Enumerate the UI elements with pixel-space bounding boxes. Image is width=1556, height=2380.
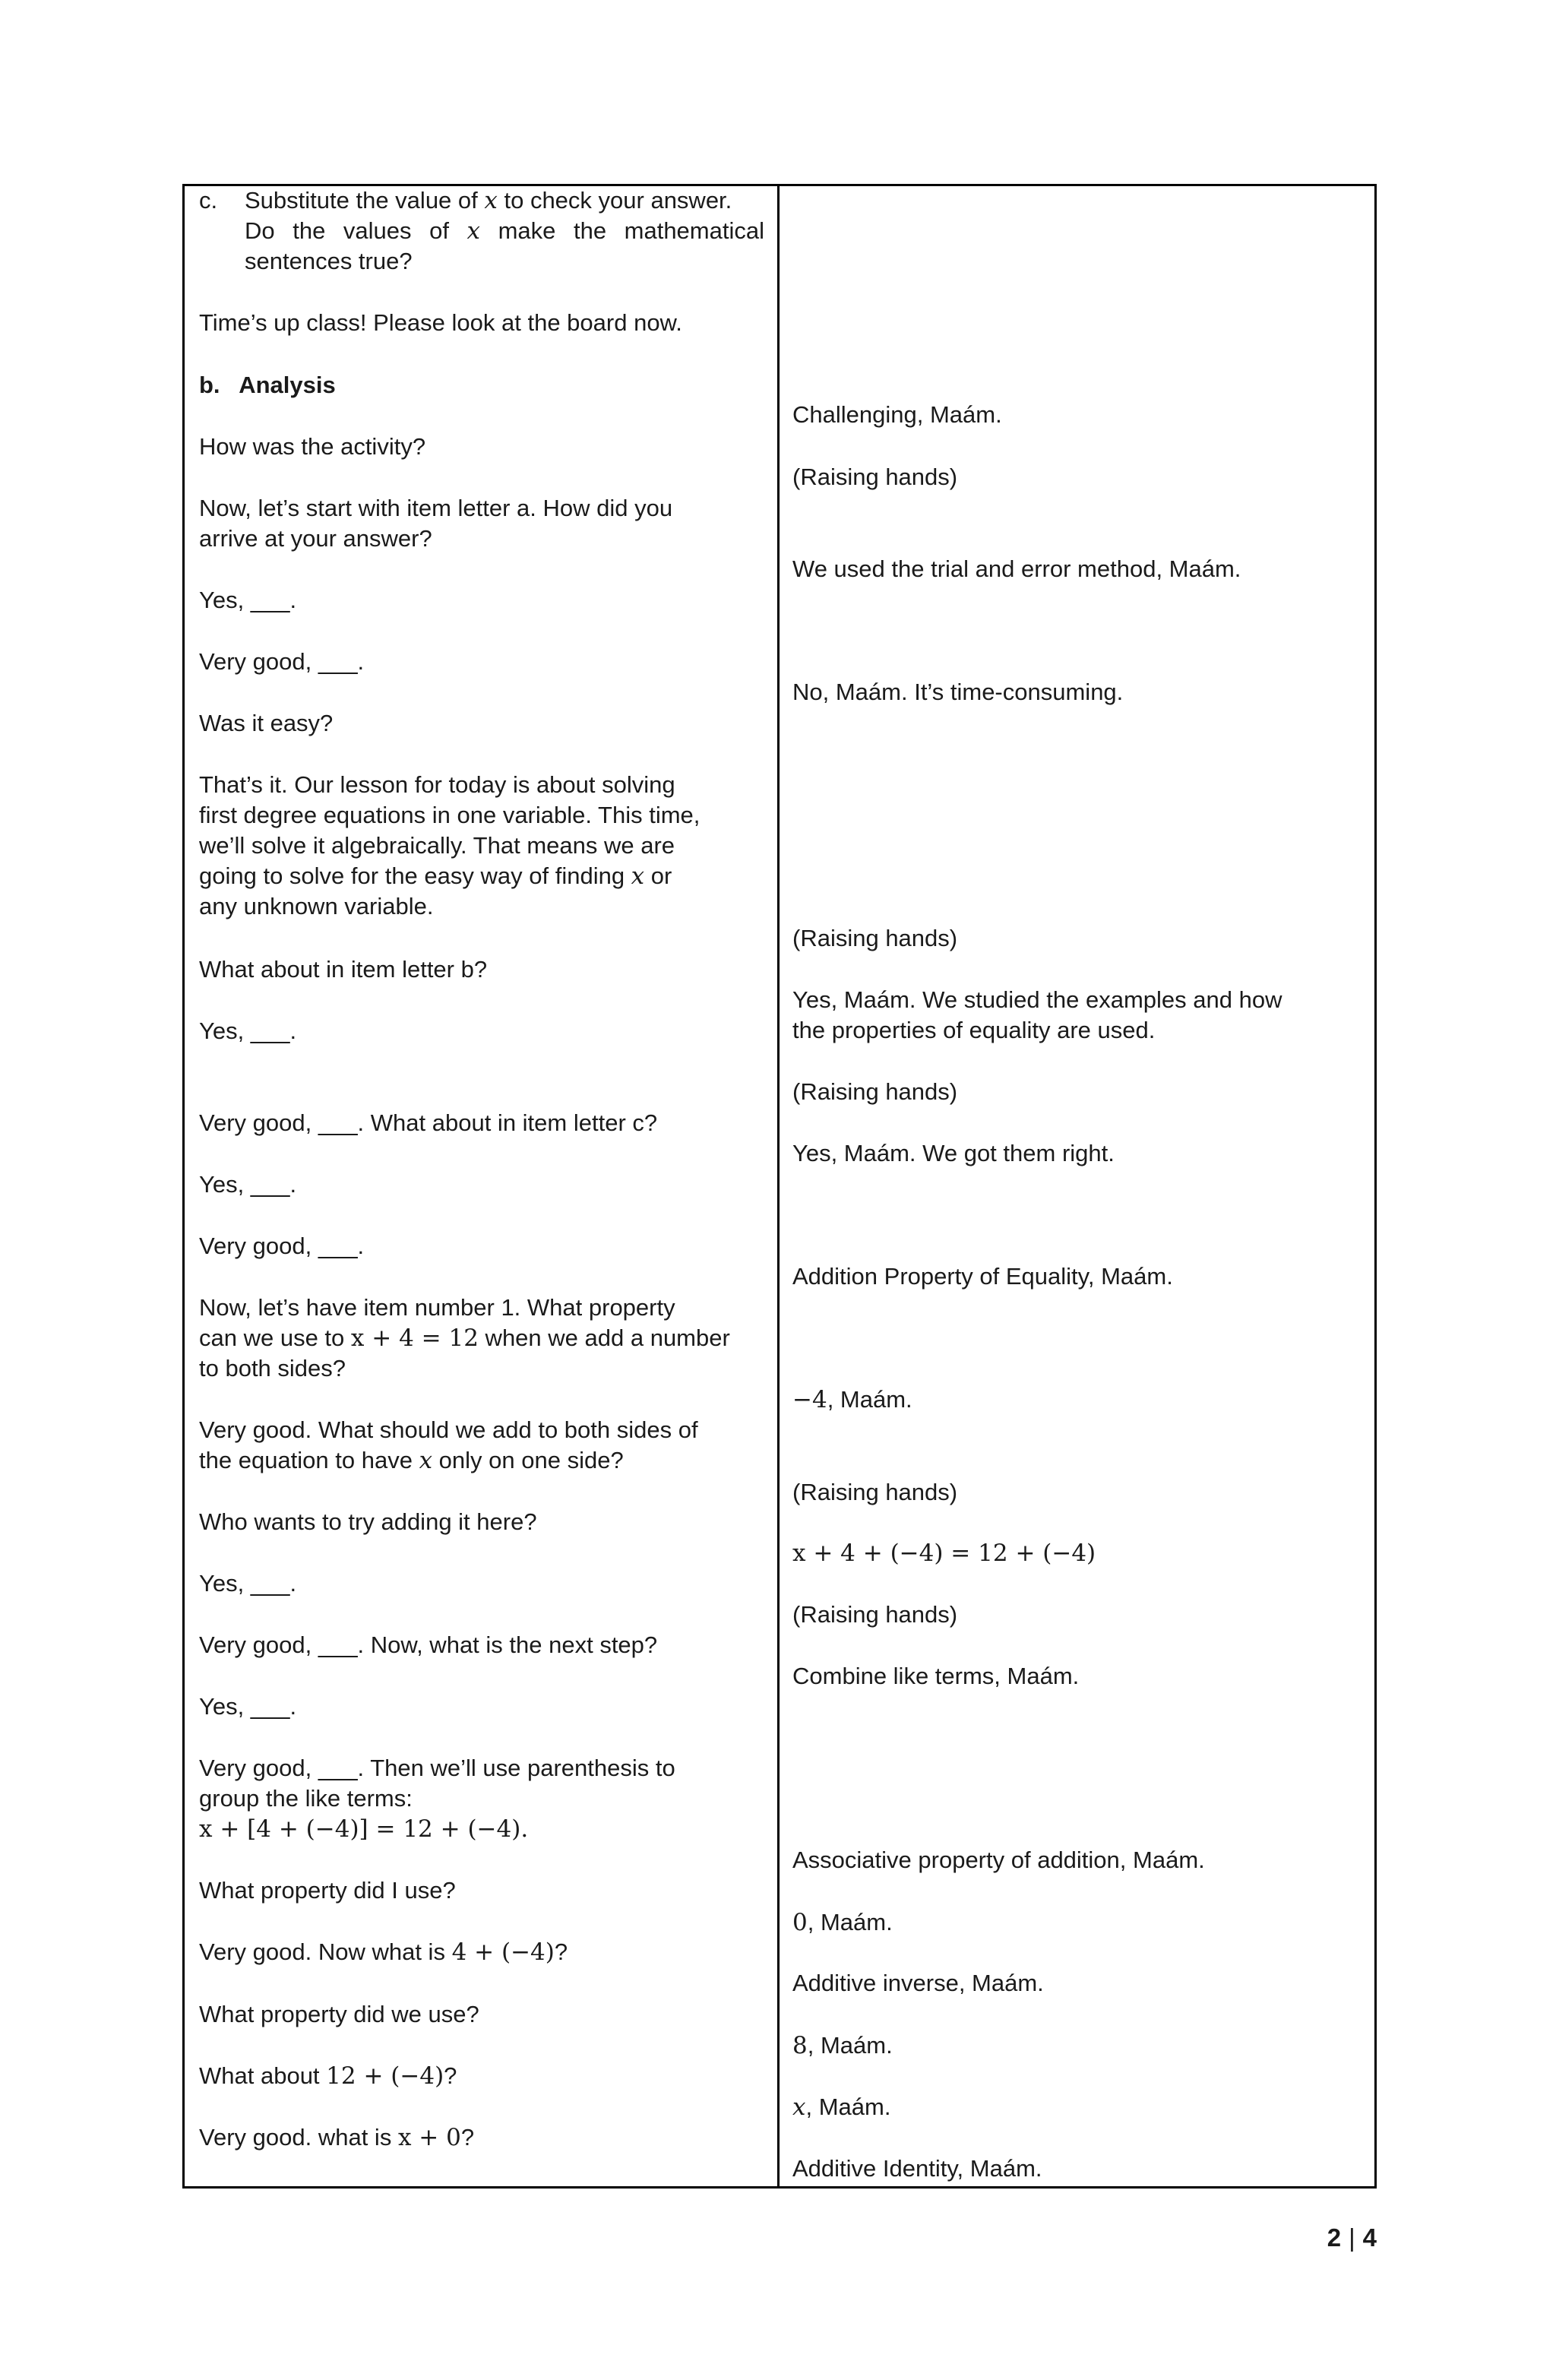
student-raising-4: (Raising hands) (792, 1479, 958, 1505)
lesson-line-5: any unknown variable. (199, 893, 434, 919)
question-activity: How was the activity? (199, 433, 426, 460)
times-up-text: Time’s up class! Please look at the board now. (199, 309, 682, 336)
question-item-a-line-1: Now, let’s start with item letter a. How did you (199, 495, 673, 521)
teacher-very-good-2: Very good, ___. (199, 1233, 365, 1259)
teacher-yes-4: Yes, ___. (199, 1570, 297, 1597)
lesson-line-2: first degree equations in one variable. This time, (199, 802, 701, 828)
group-equation: x + [4 + (−4)] = 12 + (−4). (199, 1815, 529, 1843)
student-x: x, Maám. (792, 2094, 891, 2121)
student-associative: Associative property of addition, Maám. (792, 1847, 1205, 1873)
item-c-line-1: Substitute the value of x to check your answer. (245, 187, 732, 214)
group-line-1: Very good, ___. Then we’ll use parenthesis to (199, 1755, 675, 1781)
now-what-is-question: Very good. Now what is 4 + (−4)? (199, 1938, 568, 1966)
student-raising-5: (Raising hands) (792, 1601, 958, 1628)
what-about-question: What about 12 + (−4)? (199, 2062, 457, 2090)
item-1-line-1: Now, let’s have item number 1. What property (199, 1294, 675, 1321)
student-got-right: Yes, Maám. We got them right. (792, 1140, 1115, 1166)
add-question-line-2: the equation to have x only on one side? (199, 1447, 624, 1474)
who-wants-text: Who wants to try adding it here? (199, 1508, 537, 1535)
teacher-yes-1: Yes, ___. (199, 587, 297, 613)
analysis-heading: b. Analysis (199, 372, 336, 398)
lesson-line-1: That’s it. Our lesson for today is about solving (199, 771, 675, 798)
lesson-line-4: going to solve for the easy way of finding x or (199, 862, 672, 890)
student-studied-line-1: Yes, Maám. We studied the examples and how (792, 986, 1282, 1013)
page-total: 4 (1362, 2223, 1377, 2252)
page-separator: | (1349, 2223, 1355, 2252)
column-divider (777, 186, 780, 2186)
what-is-question: Very good. what is x + 0? (199, 2124, 475, 2151)
student-addition-property: Addition Property of Equality, Maám. (792, 1263, 1173, 1290)
what-property-i-used: What property did I use? (199, 1877, 456, 1904)
item-c-marker: c. (199, 187, 218, 214)
page-current: 2 (1327, 2223, 1342, 2252)
question-item-b: What about in item letter b? (199, 956, 488, 983)
item-c-line-2: Do the values of x make the mathematical (245, 217, 764, 245)
student-additive-identity: Additive Identity, Maám. (792, 2155, 1042, 2182)
what-property-we-used: What property did we use? (199, 2001, 479, 2027)
teacher-yes-3: Yes, ___. (199, 1171, 297, 1198)
lesson-line-3: we’ll solve it algebraically. That means we are (199, 832, 675, 859)
student-additive-inverse: Additive inverse, Maám. (792, 1970, 1044, 1996)
student-raising-3: (Raising hands) (792, 1078, 958, 1105)
teacher-very-good-1: Very good, ___. (199, 648, 365, 675)
student-studied-line-2: the properties of equality are used. (792, 1017, 1156, 1043)
item-c-line-3: sentences true? (245, 248, 413, 274)
add-question-line-1: Very good. What should we add to both sides of (199, 1416, 698, 1443)
next-step-question: Very good, ___. Now, what is the next step? (199, 1632, 658, 1658)
student-zero: 0, Maám. (792, 1909, 893, 1936)
student-combine: Combine like terms, Maám. (792, 1663, 1080, 1689)
student-time-consuming: No, Maám. It’s time-consuming. (792, 679, 1124, 705)
student-eight: 8, Maám. (792, 2032, 893, 2059)
teacher-yes-2: Yes, ___. (199, 1018, 297, 1044)
question-item-c: Very good, ___. What about in item letter c? (199, 1109, 658, 1136)
item-1-line-3: to both sides? (199, 1355, 346, 1381)
group-line-2: group the like terms: (199, 1785, 413, 1812)
question-was-it-easy: Was it easy? (199, 710, 334, 736)
teacher-yes-5: Yes, ___. (199, 1693, 297, 1720)
page-number (1327, 2223, 1377, 2252)
student-raising-1: (Raising hands) (792, 464, 958, 490)
student-challenging: Challenging, Maám. (792, 401, 1002, 428)
student-trial-error: We used the trial and error method, Maám. (792, 555, 1241, 582)
item-1-line-2: can we use to x + 4 = 12 when we add a number (199, 1325, 730, 1352)
question-item-a-line-2: arrive at your answer? (199, 525, 432, 552)
student-add-equation: x + 4 + (−4) = 12 + (−4) (792, 1540, 1096, 1567)
student-raising-2: (Raising hands) (792, 925, 958, 951)
student-neg4: −4, Maám. (792, 1386, 912, 1413)
